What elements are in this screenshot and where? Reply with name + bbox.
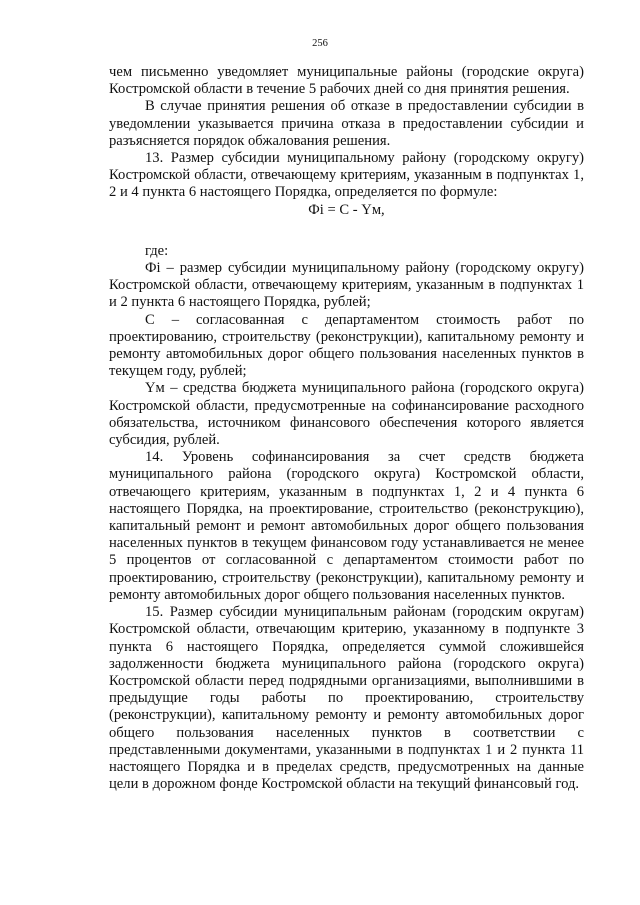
definition-c: С – согласованная с департаментом стоимость работ по проектированию, строительству (реконструкции), капитальному ремонту и ремонту автомобильных дорог общего пользования населенных пунктов в текущем году, рублей; — [109, 311, 584, 380]
definition-fi: Фi – размер субсидии муниципальному району (городскому округу) Костромской области, отвечающему критериям, указанным в подпунктах 1 и 2 пункта 6 настоящего Порядка, рублей; — [109, 260, 584, 311]
paragraph-14: 14. Уровень софинансирования за счет средств бюджета муниципального района (городского округа) Костромской области, отвечающего критериям, указанным в подпунктах 1, 2 и 4 пункта 6 настоящего Порядка, на проектирование, строительство (реконструкцию), капитальный ремонт и ремонт автомобильных дорог общего пользования населенных пунктов в текущем финансовом году устанавливается не менее 5 процентов от согласованной с департаментом стоимости работ по проектированию, строительству (реконструкции), капитальному ремонту и ремонту автомобильных дорог общего пользования населенных пунктов. — [109, 449, 584, 603]
paragraph-13: 13. Размер субсидии муниципальному району (городскому округу) Костромской области, отвечающему критериям, указанным в подпунктах 1, 2 и 4 пункта 6 настоящего Порядка, определяется по формуле: — [109, 150, 584, 201]
formula: Фi = С - Yм, — [308, 201, 385, 218]
document-body — [109, 64, 584, 793]
where-label: где: — [145, 242, 169, 259]
paragraph-refusal: В случае принятия решения об отказе в предоставлении субсидии в уведомлении указывается причина отказа в предоставлении субсидии и разъясняется порядок обжалования решения. — [109, 98, 584, 149]
paragraph-continuation: чем письменно уведомляет муниципальные районы (городские округа) Костромской области в течение 5 рабочих дней со дня принятия решения. — [109, 64, 584, 98]
spacer — [109, 219, 584, 243]
paragraph-15: 15. Размер субсидии муниципальным районам (городским округам) Костромской области, отвечающим критерию, указанному в подпункте 3 пункта 6 настоящего Порядка, определяется суммой сложившейся задолженности бюджета муниципального района (городского округа) Костромской области перед подрядными организациями, выполнившими в предыдущие годы работы по проектированию, строительству (реконструкции), капитальному ремонту и ремонту автомобильных дорог общего пользования населенных пунктов в соответствии с представленными документами, указанными в подпунктах 1 и 2 пункта 11 настоящего Порядка и в пределах средств, предусмотренных на данные цели в дорожном фонде Костромской области на текущий финансовый год. — [109, 604, 584, 793]
page-number: 256 — [312, 38, 328, 49]
definition-ym: Yм – средства бюджета муниципального района (городского округа) Костромской области, предусмотренные на софинансирование расходного обязательства, источником финансового обеспечения которого является субсидия, рублей. — [109, 380, 584, 449]
